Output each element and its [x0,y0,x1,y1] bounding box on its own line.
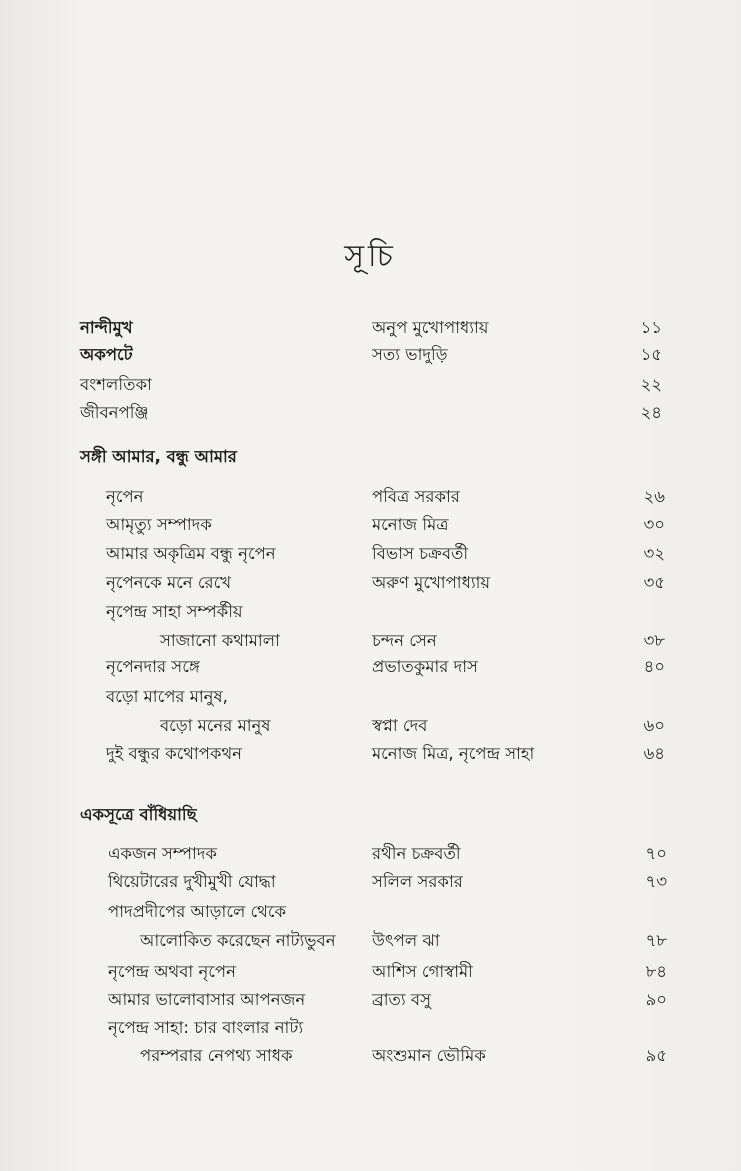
entry-title: পরম্পরার নেপথ্য সাধক [140,1046,293,1065]
entry-title: নৃপেন্দ্র অথবা নৃপেন [108,962,236,981]
entry-page-number: ২৪ [640,403,662,422]
entry-page-number: ৭০ [645,844,667,863]
entry-page-number: ৮৪ [645,962,667,981]
toc-entry [0,340,662,370]
entry-title: নৃপেনকে মনে রেখে [106,573,232,592]
entry-page-number: ৯৫ [645,1046,667,1065]
toc-entry [0,985,667,1015]
entry-page-number: ৬০ [643,716,665,735]
entry-page-number: ৬৪ [643,744,665,763]
entry-title: বড়ো মনের মানুষ [160,716,271,735]
entry-page-number: ১৫ [640,345,662,364]
entry-author: উৎপল ঝা [372,931,440,950]
toc-entry [0,510,665,540]
toc-entry [0,682,665,712]
entry-author: অংশুমান ভৌমিক [372,1046,486,1065]
entry-title: একজন সম্পাদক [108,844,217,863]
entry-author: বিভাস চক্রবর্তী [372,544,469,563]
toc-entry [0,897,667,927]
toc-entry [0,739,665,769]
toc-entry [0,370,662,400]
entry-author: পবিত্র সরকার [372,487,460,506]
toc-entry [0,1041,667,1071]
entry-author: সত্য ভাদুড়ি [372,345,448,364]
toc-entry [0,652,665,682]
entry-author: মনোজ মিত্র [372,515,449,534]
section-heading: সঙ্গী আমার, বন্ধু আমার [80,447,237,466]
entry-author: চন্দন সেন [372,631,437,650]
toc-entry [0,1013,667,1043]
toc-entry [0,711,665,741]
toc-entry [0,568,665,598]
entry-title: দুই বন্ধুর কথোপকথন [106,744,242,763]
entry-title: নৃপেন্দ্র সাহা: চার বাংলার নাট্য [108,1018,304,1037]
entry-title: জীবনপঞ্জি [80,403,149,422]
entry-author: অরুণ মুখোপাধ্যায় [372,573,491,592]
toc-entry [0,867,667,897]
toc-entry [0,597,665,627]
entry-title: আমৃত্যু সম্পাদক [106,515,212,534]
entry-page-number: ৯০ [645,990,667,1009]
entry-title: বংশলতিকা [80,375,152,394]
entry-page-number: ৭৩ [645,872,667,891]
entry-title: নৃপেনদার সঙ্গে [106,657,200,676]
entry-title: পাদপ্রদীপের আড়ালে থেকে [108,902,287,921]
toc-entry [0,398,662,428]
entry-title: বড়ো মাপের মানুষ, [106,687,228,706]
entry-page-number: ২৬ [643,487,665,506]
entry-title: সাজানো কথামালা [160,631,280,650]
entry-title: আমার অকৃত্রিম বন্ধু নৃপেন [106,544,276,563]
entry-author: মনোজ মিত্র, নৃপেন্দ্র সাহা [372,744,535,763]
entry-page-number: ৩০ [643,515,665,534]
entry-author: সলিল সরকার [372,872,463,891]
entry-author: আশিস গোস্বামী [372,962,473,981]
toc-entry [0,926,667,956]
entry-author: স্বপ্না দেব [372,716,428,735]
entry-page-number: ৩২ [643,544,665,563]
entry-title: আমার ভালোবাসার আপনজন [108,990,306,1009]
entry-title: আলোকিত করেছেন নাট্যভুবন [140,931,336,950]
entry-title: নৃপেন [106,487,144,506]
page-title: সূচি [344,239,397,274]
entry-page-number: ৩৫ [643,573,665,592]
entry-page-number: ৭৮ [645,931,667,950]
entry-page-number: ১১ [640,318,662,337]
entry-author: প্রভাতকুমার দাস [372,657,478,676]
entry-author: অনুপ মুখোপাধ্যায় [372,318,489,337]
toc-entry [0,539,665,569]
section-heading: একসূত্রে বাঁধিয়াছি [80,805,197,824]
entry-page-number: ২২ [640,375,662,394]
entry-author: ব্রাত্য বসু [372,990,432,1009]
entry-title: থিয়েটারের দুখীমুখী যোদ্ধা [108,872,276,891]
entry-title: অকপটে [80,345,133,364]
toc-entry [0,482,665,512]
toc-entry [0,313,662,343]
toc-entry [0,839,667,869]
entry-title: নান্দীমুখ [80,318,133,337]
entry-author: রথীন চক্রবর্তী [372,844,461,863]
entry-page-number: ৩৮ [643,631,665,650]
entry-title: নৃপেন্দ্র সাহা সম্পর্কীয় [106,602,243,621]
toc-entry [0,957,667,987]
entry-page-number: ৪০ [643,657,665,676]
